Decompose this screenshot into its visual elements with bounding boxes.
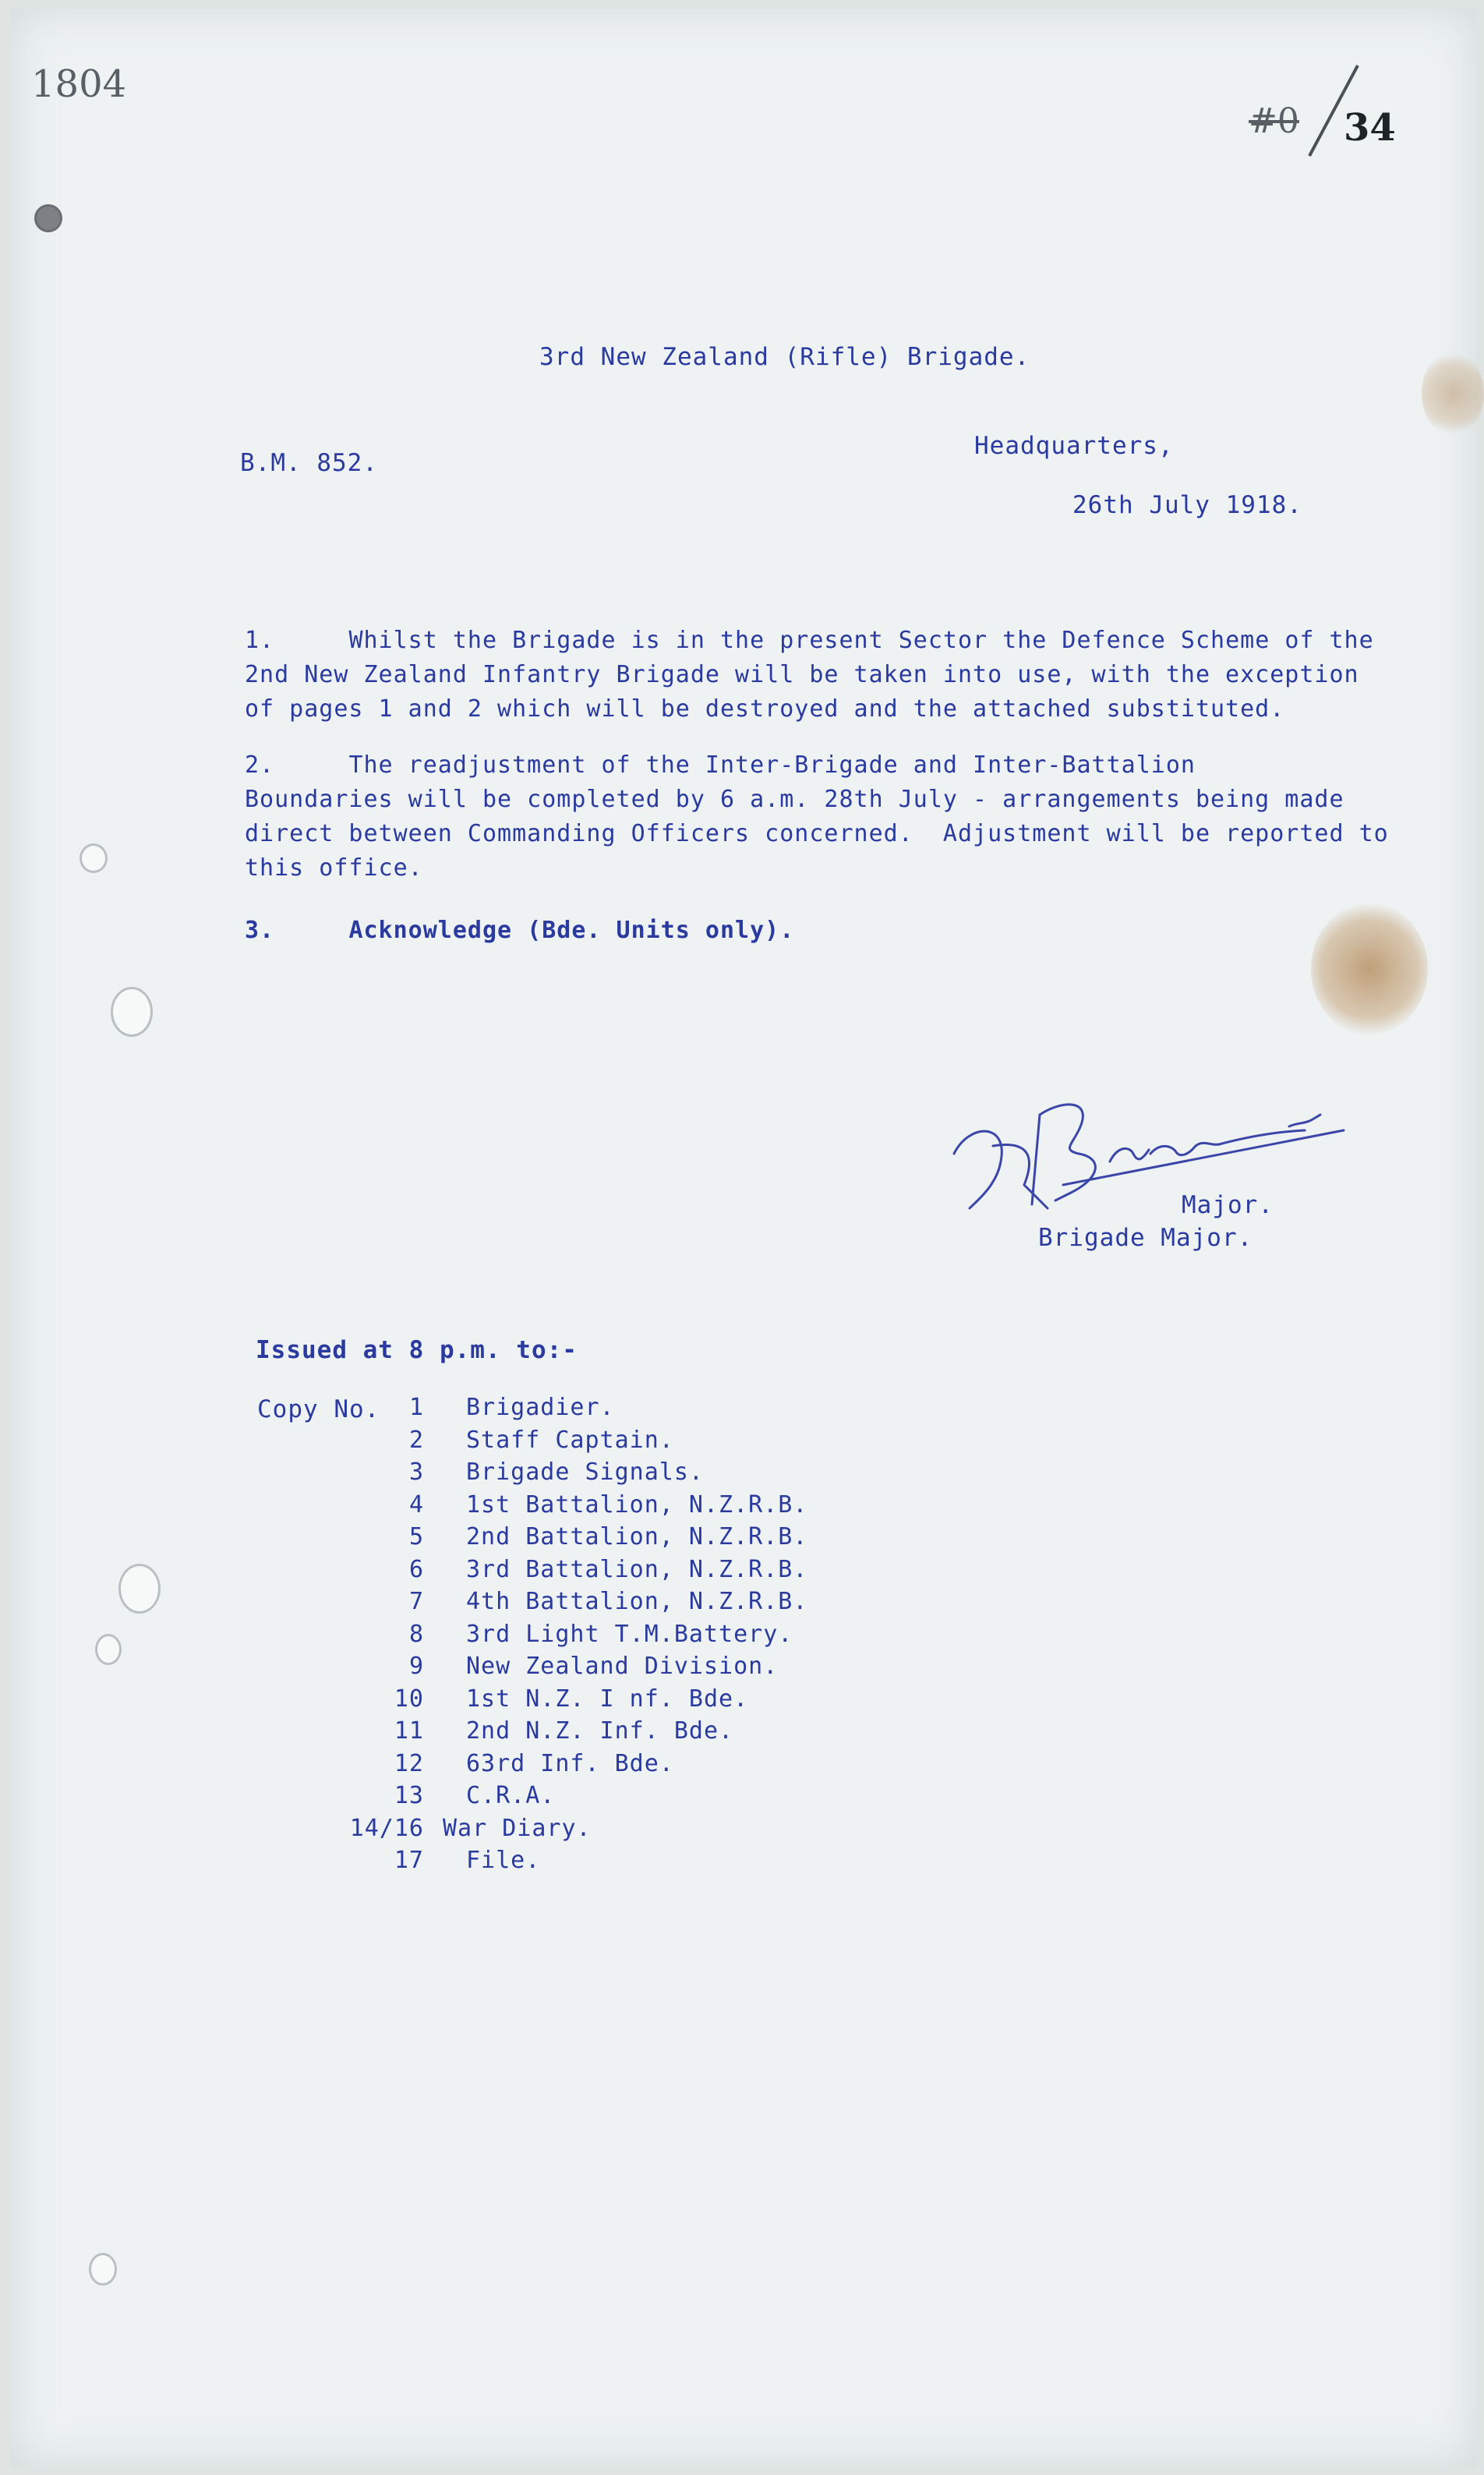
list-item [343, 1424, 807, 1457]
headquarters-label: Headquarters, [974, 432, 1174, 460]
list-item [343, 1521, 807, 1554]
punch-hole [89, 2253, 117, 2286]
paragraph-line: of pages 1 and 2 which will be destroyed and the attached substituted. [245, 695, 1285, 723]
copy-number: 17 [394, 1847, 424, 1875]
list-item [343, 1844, 807, 1877]
copy-number: 13 [394, 1782, 424, 1810]
list-item [343, 1650, 807, 1683]
list-item [343, 1554, 807, 1586]
paragraph-number: 2. [245, 751, 275, 779]
issued-line: Issued at 8 p.m. to:- [256, 1336, 578, 1364]
paragraph-line: Whilst the Brigade is in the present Sector the Defence Scheme of the [348, 627, 1374, 654]
list-item [343, 1715, 807, 1748]
list-item [343, 1812, 807, 1845]
paragraph-number: 3. [245, 917, 275, 944]
paragraph-number: 1. [245, 627, 275, 654]
paragraph-line: Acknowledge (Bde. Units only). [348, 917, 795, 944]
paragraph-line: this office. [245, 854, 423, 882]
distribution-list [343, 1391, 807, 1877]
list-item [343, 1618, 807, 1651]
copy-number: 9 [408, 1653, 424, 1681]
copy-recipient: 1st Battalion, N.Z.R.B. [466, 1490, 808, 1519]
list-item [343, 1586, 807, 1618]
copy-recipient: Brigadier. [466, 1394, 615, 1422]
reference-number: B.M. 852. [240, 449, 378, 477]
document-page [11, 8, 1476, 2467]
archive-page-number-left: 1804 [31, 62, 127, 106]
list-item [343, 1489, 807, 1522]
unit-heading: 3rd New Zealand (Rifle) Brigade. [539, 343, 1030, 371]
copy-recipient: Brigade Signals. [466, 1458, 704, 1487]
copy-recipient: New Zealand Division. [466, 1653, 779, 1681]
paragraph-line: direct between Commanding Officers concerned. Adjustment will be reported to [245, 820, 1389, 847]
copy-number: 12 [394, 1749, 424, 1777]
copy-number: 4 [408, 1490, 424, 1519]
copy-recipient: War Diary. [443, 1814, 592, 1842]
handwritten-signature [946, 1068, 1383, 1224]
punch-hole [80, 843, 108, 873]
paragraph-1 [245, 624, 1374, 727]
copy-number: 3 [408, 1458, 424, 1487]
stain [1311, 903, 1428, 1035]
copy-recipient: 1st N.Z. I nf. Bde. [466, 1685, 749, 1713]
document-date: 26th July 1918. [1072, 491, 1302, 519]
list-item [343, 1683, 807, 1716]
copy-number: 8 [408, 1620, 424, 1648]
copy-recipient: 63rd Inf. Bde. [466, 1749, 674, 1777]
signatory-title: Brigade Major. [1038, 1224, 1253, 1252]
punch-hole [118, 1564, 161, 1614]
copy-recipient: 2nd N.Z. Inf. Bde. [466, 1717, 734, 1745]
list-item [343, 1456, 807, 1489]
archive-page-number-right: 34 [1344, 106, 1396, 150]
copy-recipient: C.R.A. [466, 1782, 556, 1810]
paragraph-line: Boundaries will be completed by 6 a.m. 28th July - arrangements being made [245, 786, 1344, 813]
punch-hole [111, 987, 153, 1037]
copy-number: 5 [408, 1523, 424, 1551]
copy-number: 14/16 [349, 1814, 424, 1842]
punch-hole [34, 204, 62, 232]
list-item [343, 1780, 807, 1812]
signatory-rank: Major. [1182, 1191, 1274, 1219]
paragraph-line: 2nd New Zealand Infantry Brigade will be taken into use, with the exception [245, 661, 1359, 688]
copy-label: Copy No. [257, 1395, 380, 1423]
copy-number: 11 [394, 1717, 424, 1745]
copy-recipient: Staff Captain. [466, 1426, 674, 1454]
copy-recipient: 3rd Light T.M.Battery. [466, 1620, 793, 1648]
copy-number: 6 [408, 1555, 424, 1583]
copy-number: 2 [408, 1426, 424, 1454]
copy-number: 7 [408, 1588, 424, 1616]
stain [1422, 351, 1484, 437]
copy-recipient: 4th Battalion, N.Z.R.B. [466, 1588, 808, 1616]
copy-number: 10 [394, 1685, 424, 1713]
paragraph-line: The readjustment of the Inter-Brigade and Inter-Battalion [348, 751, 1196, 779]
copy-recipient: File. [466, 1847, 541, 1875]
copy-recipient: 2nd Battalion, N.Z.R.B. [466, 1523, 808, 1551]
signature-block [946, 1068, 1383, 1227]
punch-hole [95, 1634, 122, 1665]
archive-struck-number: #0 [1249, 101, 1299, 141]
copy-number: 1 [408, 1394, 424, 1422]
list-item [343, 1748, 807, 1780]
paragraph-2 [245, 748, 1389, 886]
copy-recipient: 3rd Battalion, N.Z.R.B. [466, 1555, 808, 1583]
list-item [343, 1391, 807, 1424]
paragraph-3 [245, 914, 794, 948]
